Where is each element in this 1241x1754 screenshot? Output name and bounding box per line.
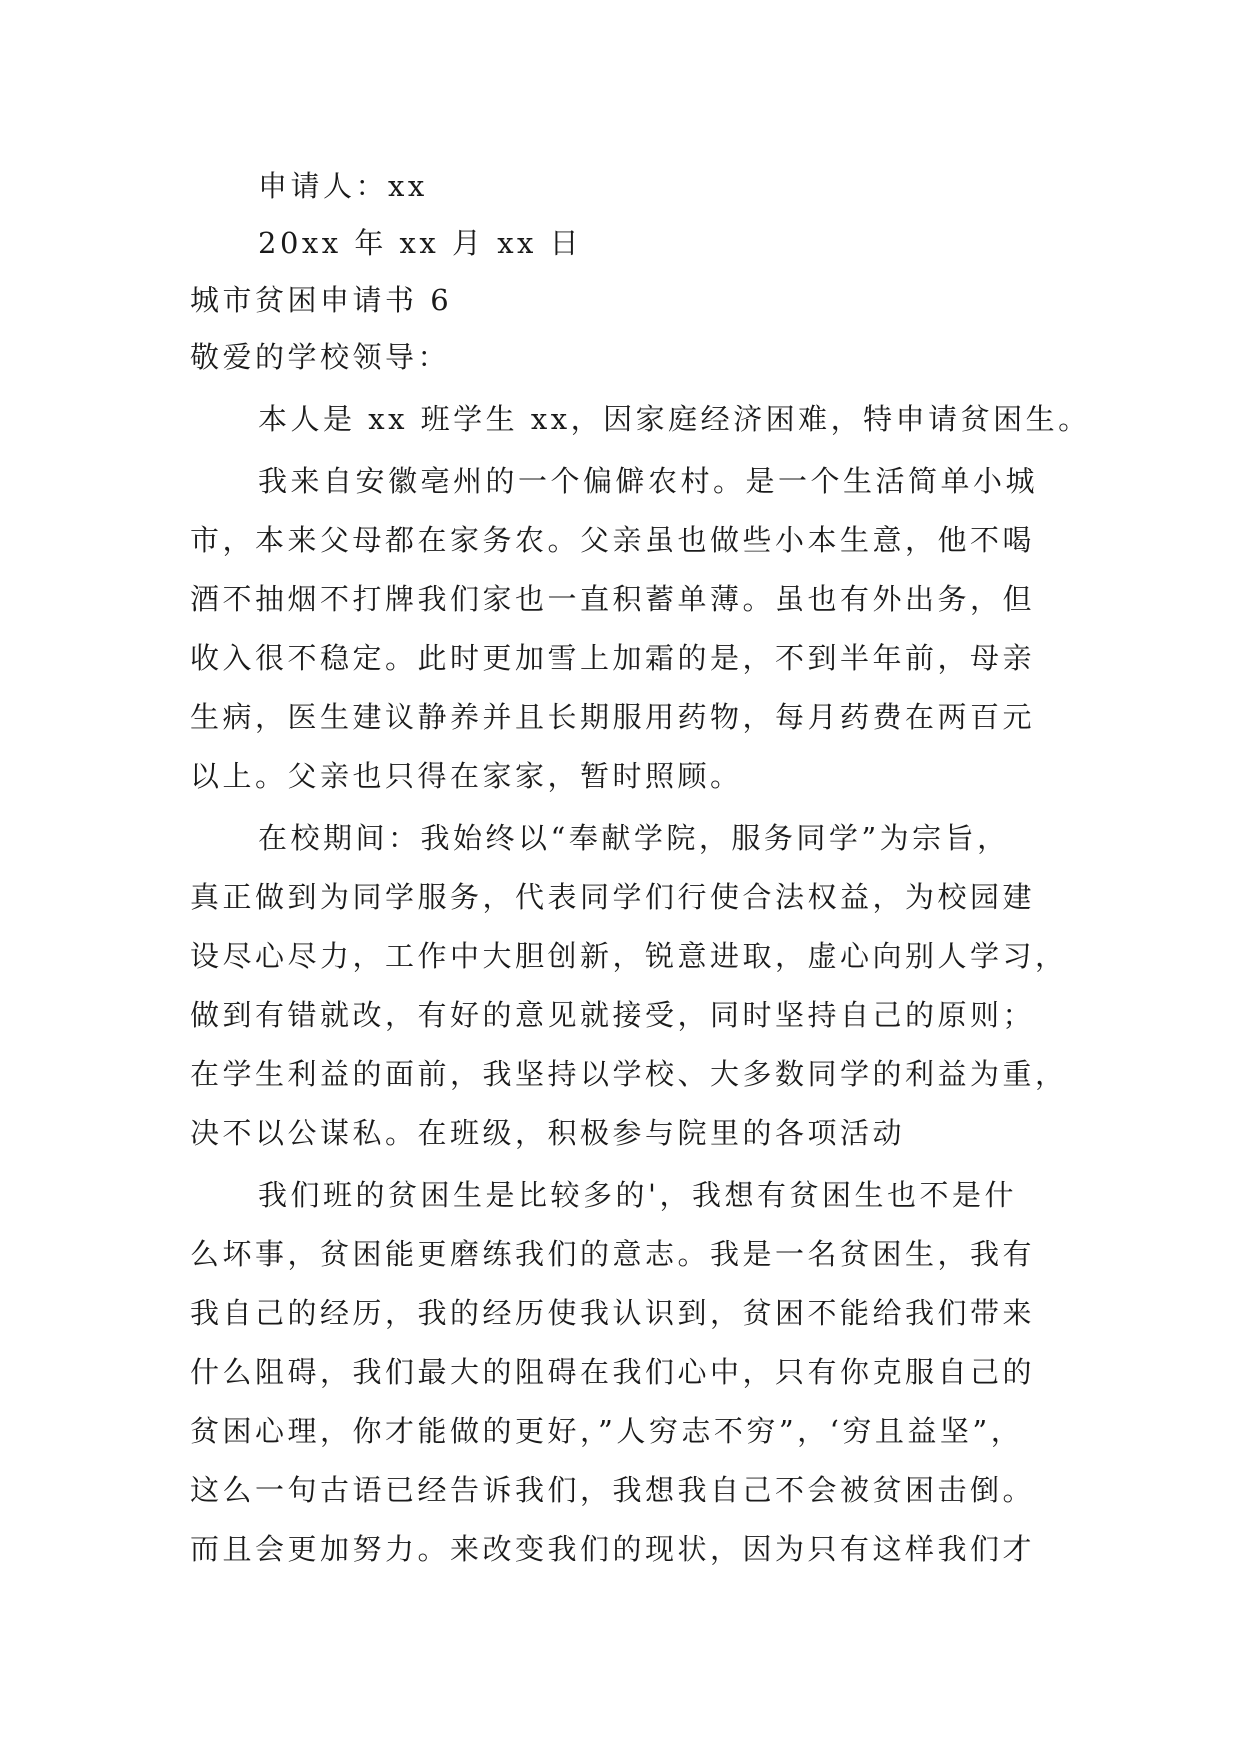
salutation: 敬爱的学校领导：: [190, 340, 451, 374]
paragraph-4-line-4: 什么阻碍，我们最大的阻碍在我们心中，只有你克服自己的: [190, 1355, 1036, 1389]
paragraph-3-line-2: 真正做到为同学服务，代表同学们行使合法权益，为校园建: [190, 880, 1036, 914]
paragraph-4-line-3: 我自己的经历，我的经历使我认识到，贫困不能给我们带来: [190, 1296, 1036, 1330]
paragraph-4-line-5: 贫困心理，你才能做的更好，”人穷志不穷”，‘穷且益坚”，: [190, 1414, 1024, 1448]
paragraph-2-line-6: 以上。父亲也只得在家家，暂时照顾。: [190, 759, 743, 793]
document-title: 城市贫困申请书 6: [190, 283, 453, 317]
paragraph-2-line-4: 收入很不稳定。此时更加雪上加霜的是，不到半年前，母亲: [190, 641, 1036, 675]
paragraph-4-line-6: 这么一句古语已经告诉我们，我想我自己不会被贫困击倒。: [190, 1473, 1036, 1507]
date-line: 20xx 年 xx 月 xx 日: [258, 226, 583, 260]
paragraph-1-line-1: 本人是 xx 班学生 xx，因家庭经济困难，特申请贫困生。: [258, 402, 1091, 436]
paragraph-4-line-1: 我们班的贫困生是比较多的'，我想有贫困生也不是什: [258, 1178, 1017, 1212]
paragraph-2-line-5: 生病，医生建议静养并且长期服用药物，每月药费在两百元: [190, 700, 1036, 734]
paragraph-3-line-4: 做到有错就改，有好的意见就接受，同时坚持自己的原则；: [190, 998, 1036, 1032]
paragraph-2-line-1: 我来自安徽亳州的一个偏僻农村。是一个生活简单小城: [258, 464, 1039, 498]
applicant-line: 申请人：xx: [258, 169, 428, 203]
paragraph-2-line-2: 市，本来父母都在家务农。父亲虽也做些小本生意，他不喝: [190, 523, 1036, 557]
paragraph-3-line-6: 决不以公谋私。在班级，积极参与院里的各项活动: [190, 1116, 906, 1150]
paragraph-4-line-2: 么坏事，贫困能更磨练我们的意志。我是一名贫困生，我有: [190, 1237, 1036, 1271]
paragraph-3-line-3: 设尽心尽力，工作中大胆创新，锐意进取，虚心向别人学习，: [190, 939, 1068, 973]
paragraph-3-line-5: 在学生利益的面前，我坚持以学校、大多数同学的利益为重，: [190, 1057, 1068, 1091]
paragraph-2-line-3: 酒不抽烟不打牌我们家也一直积蓄单薄。虽也有外出务，但: [190, 582, 1036, 616]
paragraph-4-line-7: 而且会更加努力。来改变我们的现状，因为只有这样我们才: [190, 1532, 1036, 1566]
paragraph-3-line-1: 在校期间：我始终以“奉献学院，服务同学”为宗旨，: [258, 821, 1010, 855]
